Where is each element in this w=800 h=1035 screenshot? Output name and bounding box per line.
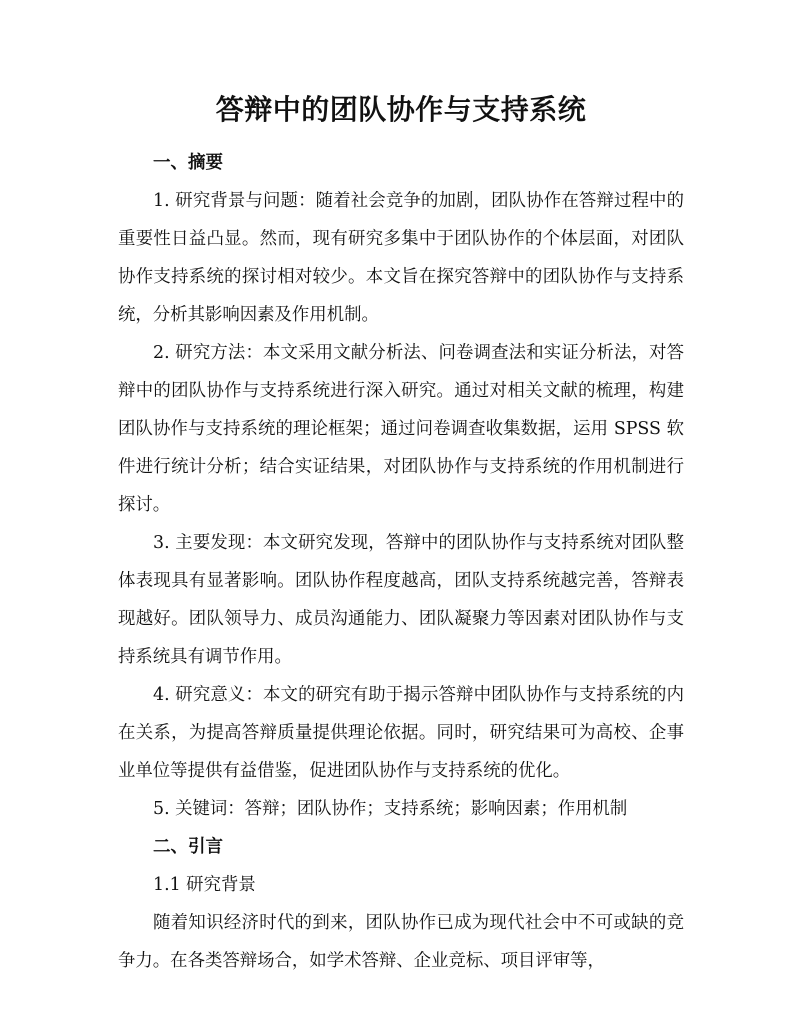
paragraph-research-background-problem: 1. 研究背景与问题：随着社会竞争的加剧，团队协作在答辩过程中的重要性日益凸显。然而，现有研究多集中于团队协作的个体层面，对团队协作支持系统的探讨相对较少。本文旨在探究答辩中的团队协作与支持系统，分析其影响因素及作用机制。 [118,191,684,325]
document-page [118,88,684,980]
subsection-heading-background: 1.1 研究背景 [153,875,256,895]
paragraph-main-findings: 3. 主要发现：本文研究发现，答辩中的团队协作与支持系统对团队整体表现具有显著影响。团队协作程度越高，团队支持系统越完善，答辩表现越好。团队领导力、成员沟通能力、团队凝聚力等因素对团队协作与支持系统具有调节作用。 [118,533,684,667]
paragraph-research-method: 2. 研究方法：本文采用文献分析法、问卷调查法和实证分析法，对答辩中的团队协作与支持系统进行深入研究。通过对相关文献的梳理，构建团队协作与支持系统的理论框架；通过问卷调查收集数据，运用 SPSS 软件进行统计分析；结合实证结果，对团队协作与支持系统的作用机制进行探讨。 [118,343,684,515]
section-heading-abstract: 一、摘要 [153,153,223,173]
paragraph-introduction-body: 随着知识经济时代的到来，团队协作已成为现代社会中不可或缺的竞争力。在各类答辩场合，如学术答辩、企业竞标、项目评审等， [118,913,684,971]
paragraph-keywords: 5. 关键词：答辩；团队协作；支持系统；影响因素；作用机制 [153,799,628,819]
document-title: 答辩中的团队协作与支持系统 [215,93,587,126]
paragraph-research-significance: 4. 研究意义：本文的研究有助于揭示答辩中团队协作与支持系统的内在关系，为提高答辩质量提供理论依据。同时，研究结果可为高校、企事业单位等提供有益借鉴，促进团队协作与支持系统的优化。 [118,685,684,781]
section-heading-introduction: 二、引言 [153,837,223,857]
